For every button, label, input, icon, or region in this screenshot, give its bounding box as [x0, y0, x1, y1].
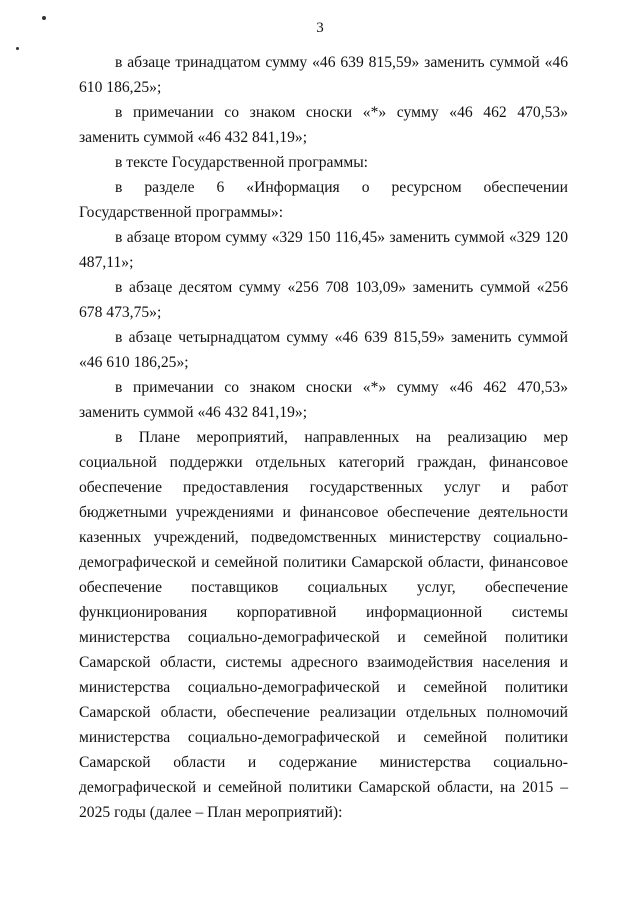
- page-number: 3: [316, 20, 324, 36]
- document-body: [79, 50, 568, 825]
- scan-speck: [16, 47, 19, 50]
- paragraph: в абзаце тринадцатом сумму «46 639 815,59» заменить суммой «46 610 186,25»;: [79, 54, 568, 96]
- paragraph: в тексте Государственной программы:: [115, 154, 369, 171]
- paragraph: в абзаце четырнадцатом сумму «46 639 815,59» заменить суммой «46 610 186,25»;: [79, 329, 568, 371]
- paragraph: в разделе 6 «Информация о ресурсном обеспечении Государственной программы»:: [79, 179, 568, 221]
- paragraph: в Плане мероприятий, направленных на реализацию мер социальной поддержки отдельных категорий граждан, финансовое обеспечение предоставления государственных услуг и работ бюджетными учреждениями и финансовое обеспечение деятельности казенных учреждений, подведомственных министерству социально-демографической и семейной политики Самарской области, финансовое обеспечение поставщиков социальных услуг, обеспечение функционирования корпоративной информационной системы министерства социально-демографической и семейной политики Самарской области, системы адресного взаимодействия населения и министерства социально-демографической и семейной политики Самарской области, обеспечение реализации отдельных полномочий министерства социально-демографической и семейной политики Самарской области и содержание министерства социально-демографической и семейной политики Самарской области, на 2015 – 2025 годы (далее – План мероприятий):: [79, 429, 568, 821]
- paragraph: в примечании со знаком сноски «*» сумму «46 462 470,53» заменить суммой «46 432 841,19»;: [79, 104, 568, 146]
- paragraph: в абзаце втором сумму «329 150 116,45» заменить суммой «329 120 487,11»;: [79, 229, 568, 271]
- paragraph: в примечании со знаком сноски «*» сумму «46 462 470,53» заменить суммой «46 432 841,19»;: [79, 379, 568, 421]
- paragraph: в абзаце десятом сумму «256 708 103,09» заменить суммой «256 678 473,75»;: [79, 279, 568, 321]
